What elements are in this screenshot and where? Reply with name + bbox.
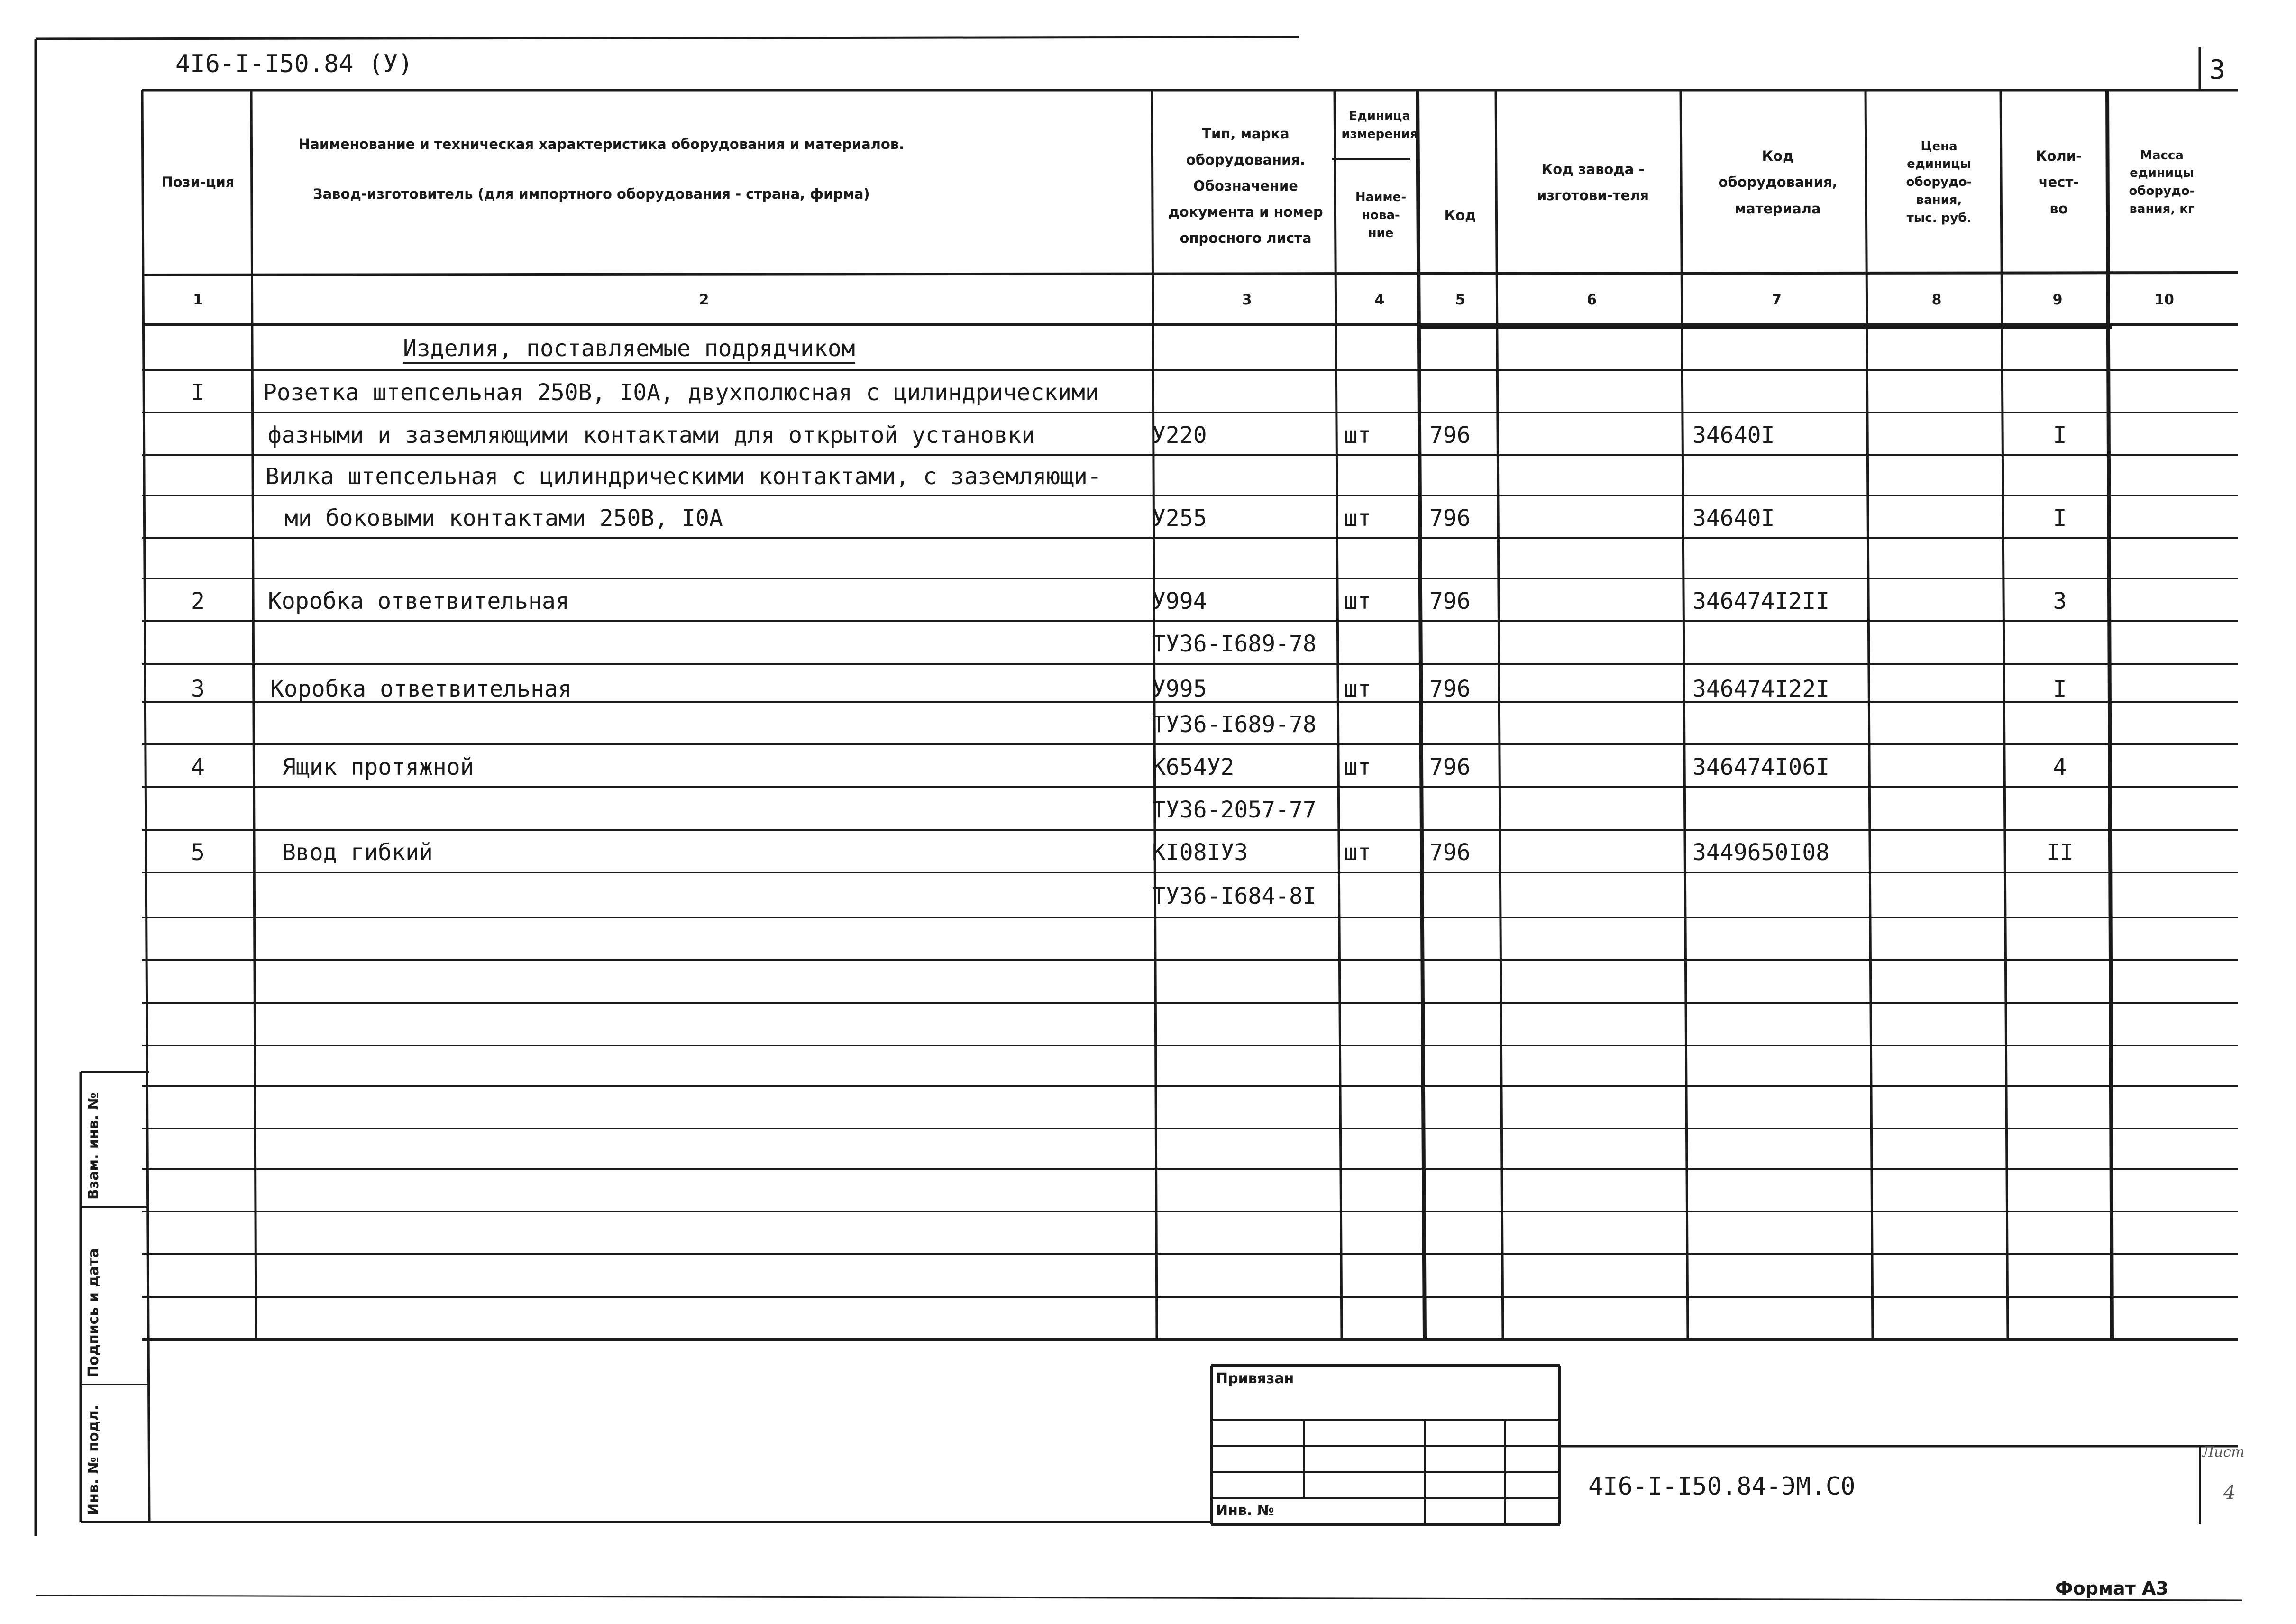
row-unit-code: 796	[1429, 675, 1471, 702]
row-type: ТУ36-I684-8I	[1152, 883, 1317, 909]
row-name: Ящик протяжной	[282, 753, 474, 780]
row-unit-code: 796	[1429, 422, 1471, 449]
row-type: У255	[1152, 505, 1207, 532]
row-quantity: II	[2046, 839, 2074, 866]
row-type: ТУ36-I689-78	[1152, 630, 1317, 657]
column-number: 2	[699, 292, 709, 308]
row-material-code: 3449650I08	[1692, 839, 1829, 866]
row-type: У995	[1152, 675, 1207, 702]
section-title: Изделия, поставляемые подрядчиком	[403, 335, 855, 362]
column-number: 4	[1374, 292, 1385, 308]
column-number: 7	[1772, 292, 1782, 308]
row-unit-code: 796	[1429, 839, 1471, 866]
row-unit: шт	[1344, 587, 1372, 615]
header-factory-code: Код завода - изготови-теля	[1537, 161, 1649, 203]
row-unit: шт	[1344, 505, 1372, 532]
row-material-code: 346474I2II	[1692, 587, 1829, 615]
header-name-line1: Наименование и техническая характеристика оборудования и материалов.	[299, 136, 905, 153]
row-unit-code: 796	[1429, 505, 1471, 532]
row-name: Коробка ответвительная	[270, 675, 572, 702]
row-material-code: 34640I	[1692, 505, 1775, 532]
stamp-inv-label: Инв. №	[1216, 1502, 1274, 1519]
row-quantity: 4	[2053, 753, 2067, 780]
column-number: 5	[1455, 292, 1465, 308]
row-quantity: I	[2053, 422, 2067, 449]
column-number: 8	[1931, 292, 1942, 308]
header-type: Тип, марка оборудования. Обозначение документа и номер опросного листа	[1168, 125, 1323, 247]
header-unit-code: Код	[1444, 207, 1476, 224]
row-unit: шт	[1344, 675, 1372, 702]
side-stamp-replace-inv: Взам. инв. №	[85, 1092, 102, 1200]
row-material-code: 346474I06I	[1692, 753, 1829, 780]
column-number: 10	[2154, 292, 2174, 308]
sheet-label: Лист	[2202, 1444, 2245, 1460]
header-unit-name: Наиме-нова-ние	[1355, 190, 1407, 240]
row-type: КI08IУ3	[1152, 839, 1248, 866]
document-code-bottom: 4I6-I-I50.84-ЭМ.С0	[1588, 1472, 1856, 1501]
row-quantity: I	[2053, 505, 2067, 532]
row-unit-code: 796	[1429, 753, 1471, 780]
page-number: 3	[2209, 55, 2225, 85]
row-type: ТУ36-2057-77	[1152, 796, 1317, 823]
row-position: 4	[191, 753, 205, 780]
side-stamp-sign-date: Подпись и дата	[85, 1248, 102, 1377]
row-material-code: 34640I	[1692, 422, 1775, 449]
column-number: 9	[2052, 292, 2063, 308]
row-name: Розетка штепсельная 250В, I0А, двухполюсная с цилиндрическими	[263, 379, 1099, 406]
header-name-line2: Завод-изготовитель (для импортного оборудования - страна, фирма)	[313, 186, 870, 202]
row-name: Вилка штепсельная с цилиндрическими контактами, с заземляющи-	[265, 463, 1101, 490]
column-number: 3	[1242, 292, 1252, 308]
row-quantity: I	[2053, 675, 2067, 702]
header-unit: Единица измерения	[1341, 109, 1418, 141]
row-name: Коробка ответвительная	[268, 587, 569, 615]
row-name: фазными и заземляющими контактами для открытой установки	[268, 422, 1035, 449]
header-quantity: Коли-чест-во	[2035, 148, 2082, 217]
row-name: ми боковыми контактами 250В, I0А	[284, 505, 723, 532]
row-unit-code: 796	[1429, 587, 1471, 615]
row-position: 5	[191, 839, 205, 866]
row-quantity: 3	[2053, 587, 2067, 615]
row-material-code: 346474I22I	[1692, 675, 1829, 702]
row-unit: шт	[1344, 422, 1372, 449]
header-mass: Масса единицы оборудо-вания, кг	[2129, 148, 2195, 216]
header-position: Пози-ция	[161, 174, 235, 191]
row-type: ТУ36-I689-78	[1152, 711, 1317, 738]
column-number: 6	[1587, 292, 1597, 308]
side-stamp-inv-orig: Инв. № подл.	[85, 1404, 102, 1515]
row-position: 3	[191, 675, 205, 702]
row-type: У220	[1152, 422, 1207, 449]
row-unit: шт	[1344, 753, 1372, 780]
sheet-number: 4	[2223, 1482, 2236, 1504]
document-code-top: 4I6-I-I50.84 (У)	[175, 50, 413, 78]
format-label: Формат А3	[2055, 1578, 2168, 1599]
header-price: Цена единицы оборудо-вания, тыс. руб.	[1906, 139, 1972, 225]
row-name: Ввод гибкий	[282, 839, 433, 866]
row-type: К654У2	[1152, 753, 1235, 780]
row-position: 2	[191, 587, 205, 615]
column-number: 1	[193, 292, 203, 308]
header-material-code: Код оборудования, материала	[1718, 148, 1838, 217]
stamp-attached-label: Привязан	[1216, 1370, 1294, 1387]
row-type: У994	[1152, 587, 1207, 615]
row-unit: шт	[1344, 839, 1372, 866]
row-position: I	[191, 379, 205, 406]
